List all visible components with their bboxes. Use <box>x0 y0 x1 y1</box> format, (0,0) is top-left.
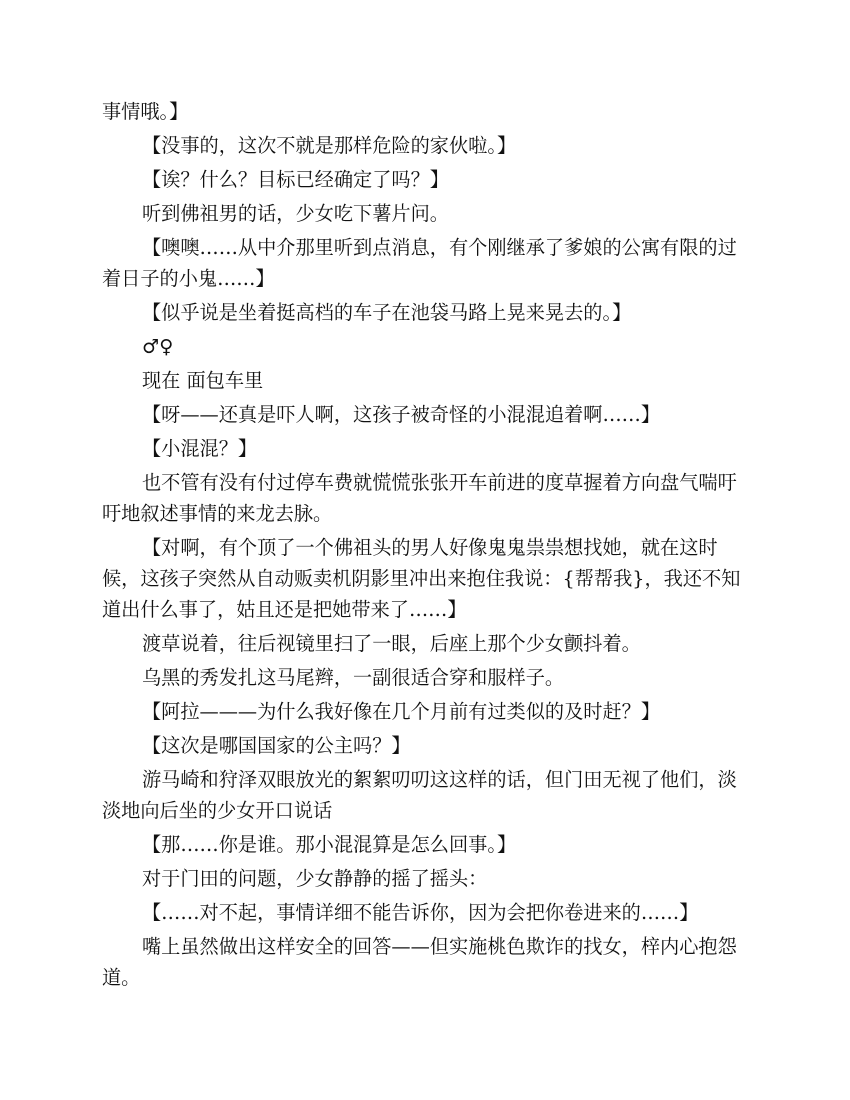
paragraph: 渡草说着，往后视镜里扫了一眼，后座上那个少女颤抖着。 <box>142 632 641 655</box>
paragraph: 事情哦。】 <box>102 100 189 123</box>
paragraph: 【诶？什么？目标已经确定了吗？】 <box>142 168 449 191</box>
paragraph: 对于门田的问题，少女静静的摇了摇头： <box>142 867 488 890</box>
scene-heading: 现在 面包车里 <box>142 369 264 392</box>
paragraph: 也不管有没有付过停车费就慌慌张张开车前进的度草握着方向盘气喘吁吁地叙述事情的来龙去脉。 <box>102 471 737 525</box>
paragraph: 乌黑的秀发扎这马尾辫，一副很适合穿和服样子。 <box>142 666 565 689</box>
scene-break-symbol: ♂♀ <box>142 335 174 358</box>
paragraph: 【噢噢……从中介那里听到点消息，有个刚继承了爹娘的公寓有限的过着日子的小鬼……】 <box>102 236 737 290</box>
document-page <box>102 96 750 996</box>
paragraph: 【……对不起，事情详细不能告诉你，因为会把你卷进来的……】 <box>142 901 699 924</box>
paragraph: 游马崎和狩泽双眼放光的絮絮叨叨这这样的话，但门田无视了他们，淡淡地向后坐的少女开口说话 <box>102 768 737 822</box>
paragraph: 【呀——还真是吓人啊，这孩子被奇怪的小混混追着啊……】 <box>142 403 661 426</box>
paragraph: 【小混混？】 <box>142 437 258 460</box>
paragraph: 听到佛祖男的话，少女吃下薯片问。 <box>142 202 449 225</box>
paragraph: 【这次是哪国国家的公主吗？】 <box>142 734 411 757</box>
paragraph: 【对啊，有个顶了一个佛祖头的男人好像鬼鬼祟祟想找她，就在这时候，这孩子突然从自动贩卖机阴影里冲出来抱住我说：{帮帮我}，我还不知道出什么事了，姑且还是把她带来了……】 <box>102 536 741 621</box>
paragraph: 【似乎说是坐着挺高档的车子在池袋马路上晃来晃去的。】 <box>142 301 632 324</box>
paragraph: 【那……你是谁。那小混混算是怎么回事。】 <box>142 833 517 856</box>
paragraph: 【阿拉———为什么我好像在几个月前有过类似的及时赶？】 <box>142 700 661 723</box>
paragraph: 【没事的，这次不就是那样危险的家伙啦。】 <box>142 134 517 157</box>
paragraph: 嘴上虽然做出这样安全的回答——但实施桃色欺诈的找女，梓内心抱怨道。 <box>102 935 737 989</box>
